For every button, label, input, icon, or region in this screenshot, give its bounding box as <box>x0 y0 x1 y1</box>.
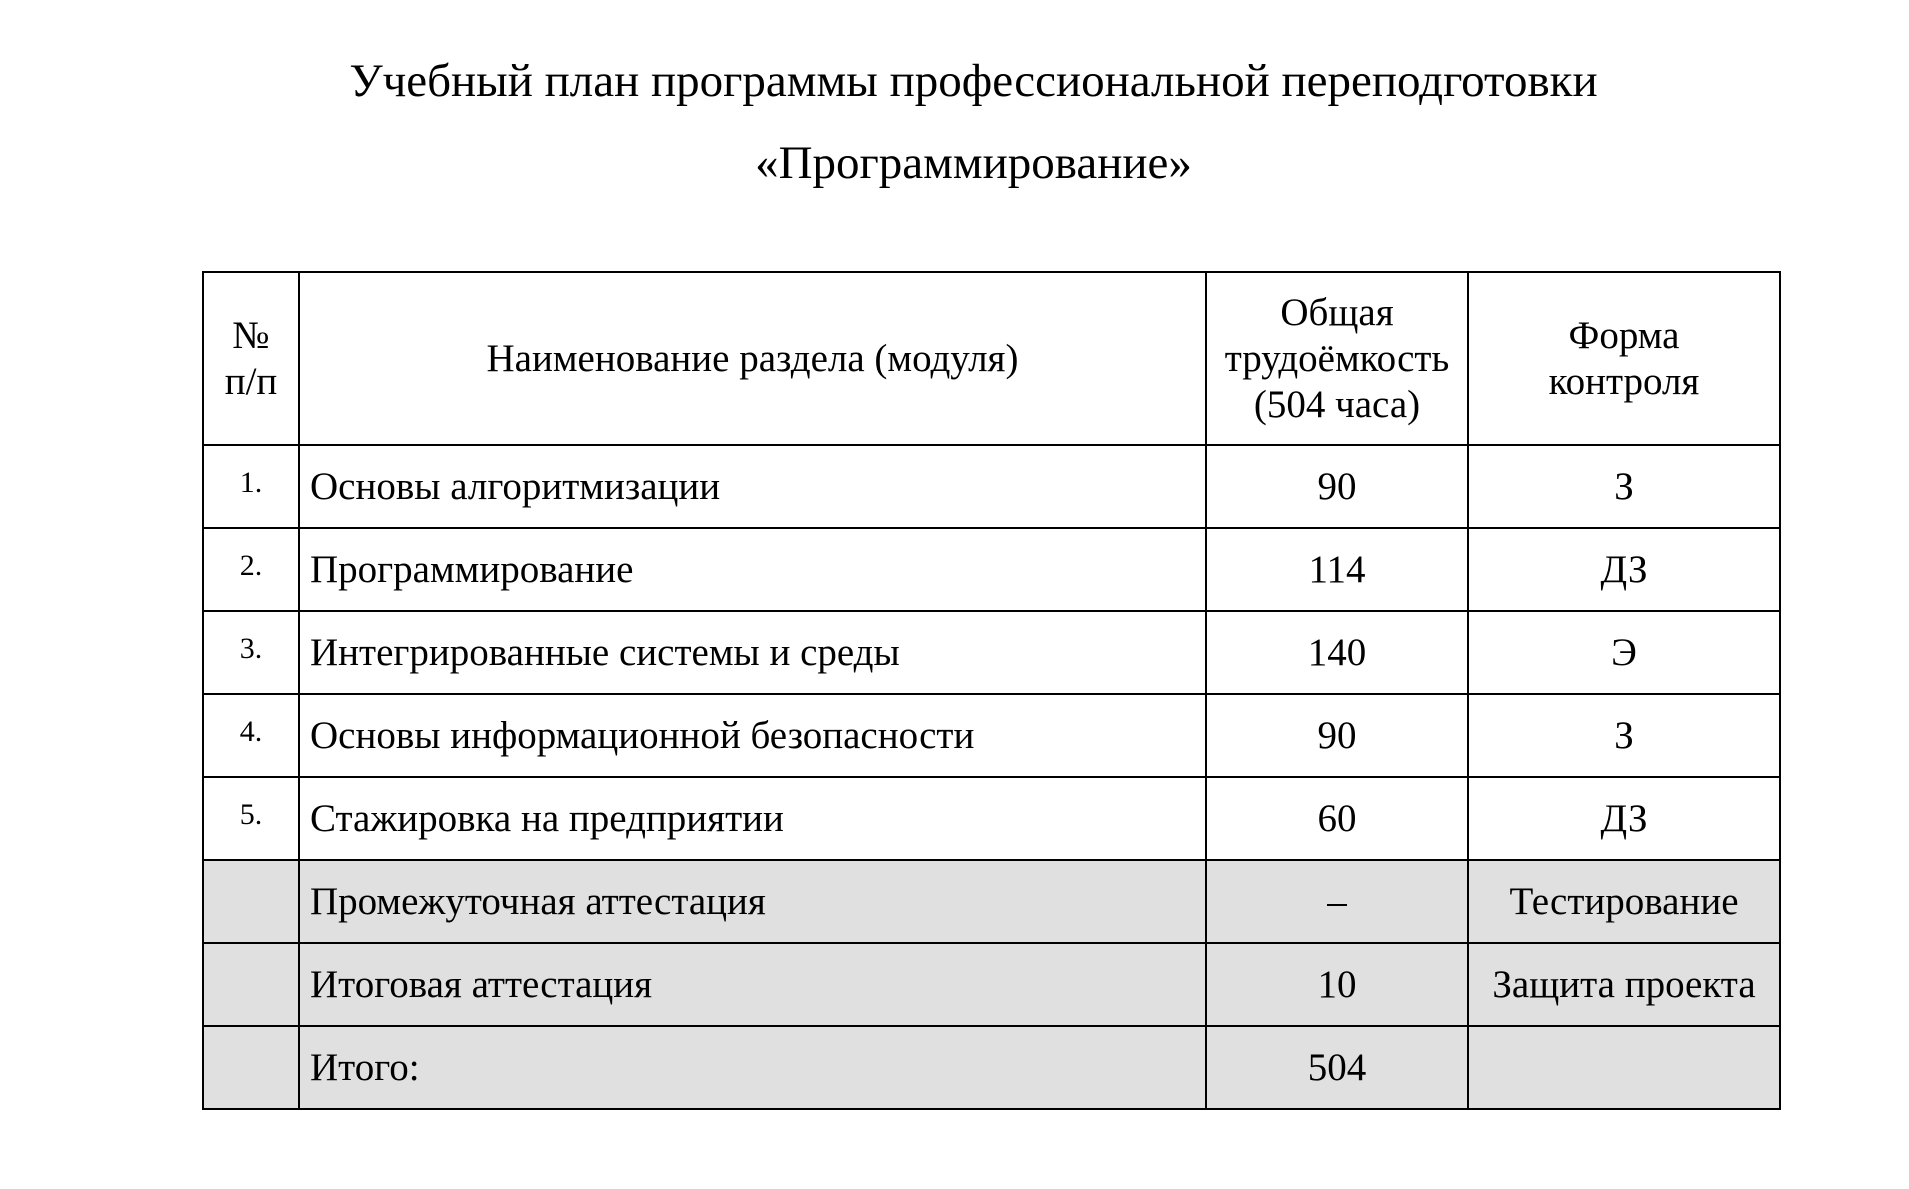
row-hours: 114 <box>1206 528 1468 611</box>
row-control: З <box>1468 445 1780 528</box>
header-number: № п/п <box>203 272 299 445</box>
row-section-name: Программирование <box>299 528 1206 611</box>
header-section-name: Наименование раздела (модуля) <box>299 272 1206 445</box>
curriculum-table <box>202 271 1781 1110</box>
final-attestation-row <box>203 943 1780 1026</box>
row-number: 2. <box>203 528 299 611</box>
row-section-name: Стажировка на предприятии <box>299 777 1206 860</box>
total-row <box>203 1026 1780 1109</box>
row-section-name: Основы информационной безопасности <box>299 694 1206 777</box>
row-number: 3. <box>203 611 299 694</box>
row-hours: 60 <box>1206 777 1468 860</box>
row-section-name: Промежуточная аттестация <box>299 860 1206 943</box>
table-row <box>203 611 1780 694</box>
table-row <box>203 445 1780 528</box>
row-section-name: Итоговая аттестация <box>299 943 1206 1026</box>
row-control: Э <box>1468 611 1780 694</box>
row-section-name: Основы алгоритмизации <box>299 445 1206 528</box>
row-number: 5. <box>203 777 299 860</box>
row-number: 4. <box>203 694 299 777</box>
row-control: ДЗ <box>1468 777 1780 860</box>
header-control-form: Форма контроля <box>1468 272 1780 445</box>
row-hours: 504 <box>1206 1026 1468 1109</box>
row-hours: 90 <box>1206 445 1468 528</box>
row-control: Защита проекта <box>1468 943 1780 1026</box>
row-hours: 140 <box>1206 611 1468 694</box>
intermediate-attestation-row <box>203 860 1780 943</box>
row-control: ДЗ <box>1468 528 1780 611</box>
header-total-hours: Общая трудоёмкость (504 часа) <box>1206 272 1468 445</box>
table-row <box>203 694 1780 777</box>
table-row <box>203 528 1780 611</box>
row-section-name: Интегрированные системы и среды <box>299 611 1206 694</box>
row-hours: 10 <box>1206 943 1468 1026</box>
table-header-row <box>203 272 1780 445</box>
row-section-name: Итого: <box>299 1026 1206 1109</box>
row-number <box>203 1026 299 1109</box>
row-hours: 90 <box>1206 694 1468 777</box>
row-number <box>203 943 299 1026</box>
table-row <box>203 777 1780 860</box>
document-subtitle: «Программирование» <box>755 137 1192 189</box>
document-title: Учебный план программы профессиональной переподготовки <box>349 55 1598 107</box>
row-control: Тестирование <box>1468 860 1780 943</box>
row-hours: – <box>1206 860 1468 943</box>
row-control: З <box>1468 694 1780 777</box>
row-number: 1. <box>203 445 299 528</box>
row-control <box>1468 1026 1780 1109</box>
row-number <box>203 860 299 943</box>
